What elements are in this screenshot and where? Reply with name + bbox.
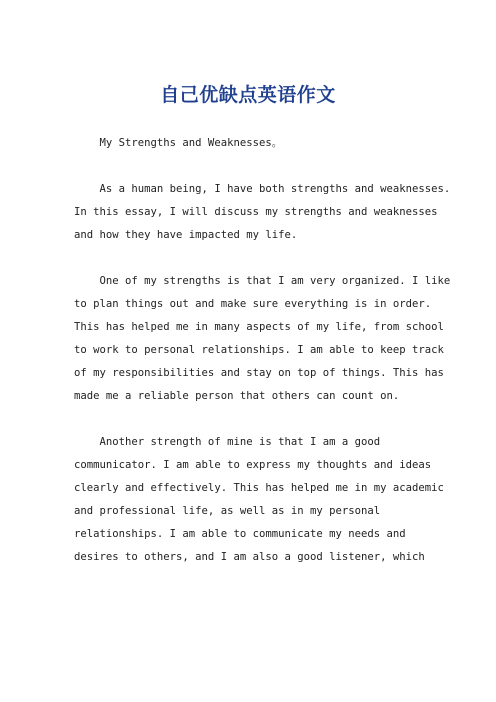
text-line: clearly and effectively. This has helped me in my academic: [74, 482, 444, 494]
text-line: As a human being, I have both strengths and weaknesses.: [74, 183, 451, 195]
text-line: desires to others, and I am also a good listener, which: [74, 551, 425, 563]
text-line: and professional life, as well as in my personal: [74, 505, 381, 517]
text-line: My Strengths and Weaknesses。: [74, 137, 283, 149]
communication-paragraph: [74, 431, 444, 569]
page-title: 自己优缺点英语作文: [160, 84, 336, 106]
text-line: Another strength of mine is that I am a good: [74, 436, 381, 448]
essay-body: [74, 132, 451, 569]
text-line: relationships. I am able to communicate my needs and: [74, 528, 406, 540]
text-line: This has helped me in many aspects of my life, from school: [74, 321, 444, 333]
essay-heading-paragraph: [74, 132, 434, 155]
text-line: made me a reliable person that others can count on.: [74, 390, 400, 402]
organization-paragraph: [74, 270, 451, 408]
text-line: One of my strengths is that I am very organized. I like: [74, 275, 451, 287]
text-line: to plan things out and make sure everything is in order.: [74, 298, 432, 310]
text-line: communicator. I am able to express my thoughts and ideas: [74, 459, 432, 471]
text-line: In this essay, I will discuss my strengths and weaknesses: [74, 206, 438, 218]
intro-paragraph: [74, 178, 451, 247]
text-line: of my responsibilities and stay on top of things. This has: [74, 367, 444, 379]
text-line: and how they have impacted my life.: [74, 229, 298, 241]
text-line: to work to personal relationships. I am able to keep track: [74, 344, 444, 356]
